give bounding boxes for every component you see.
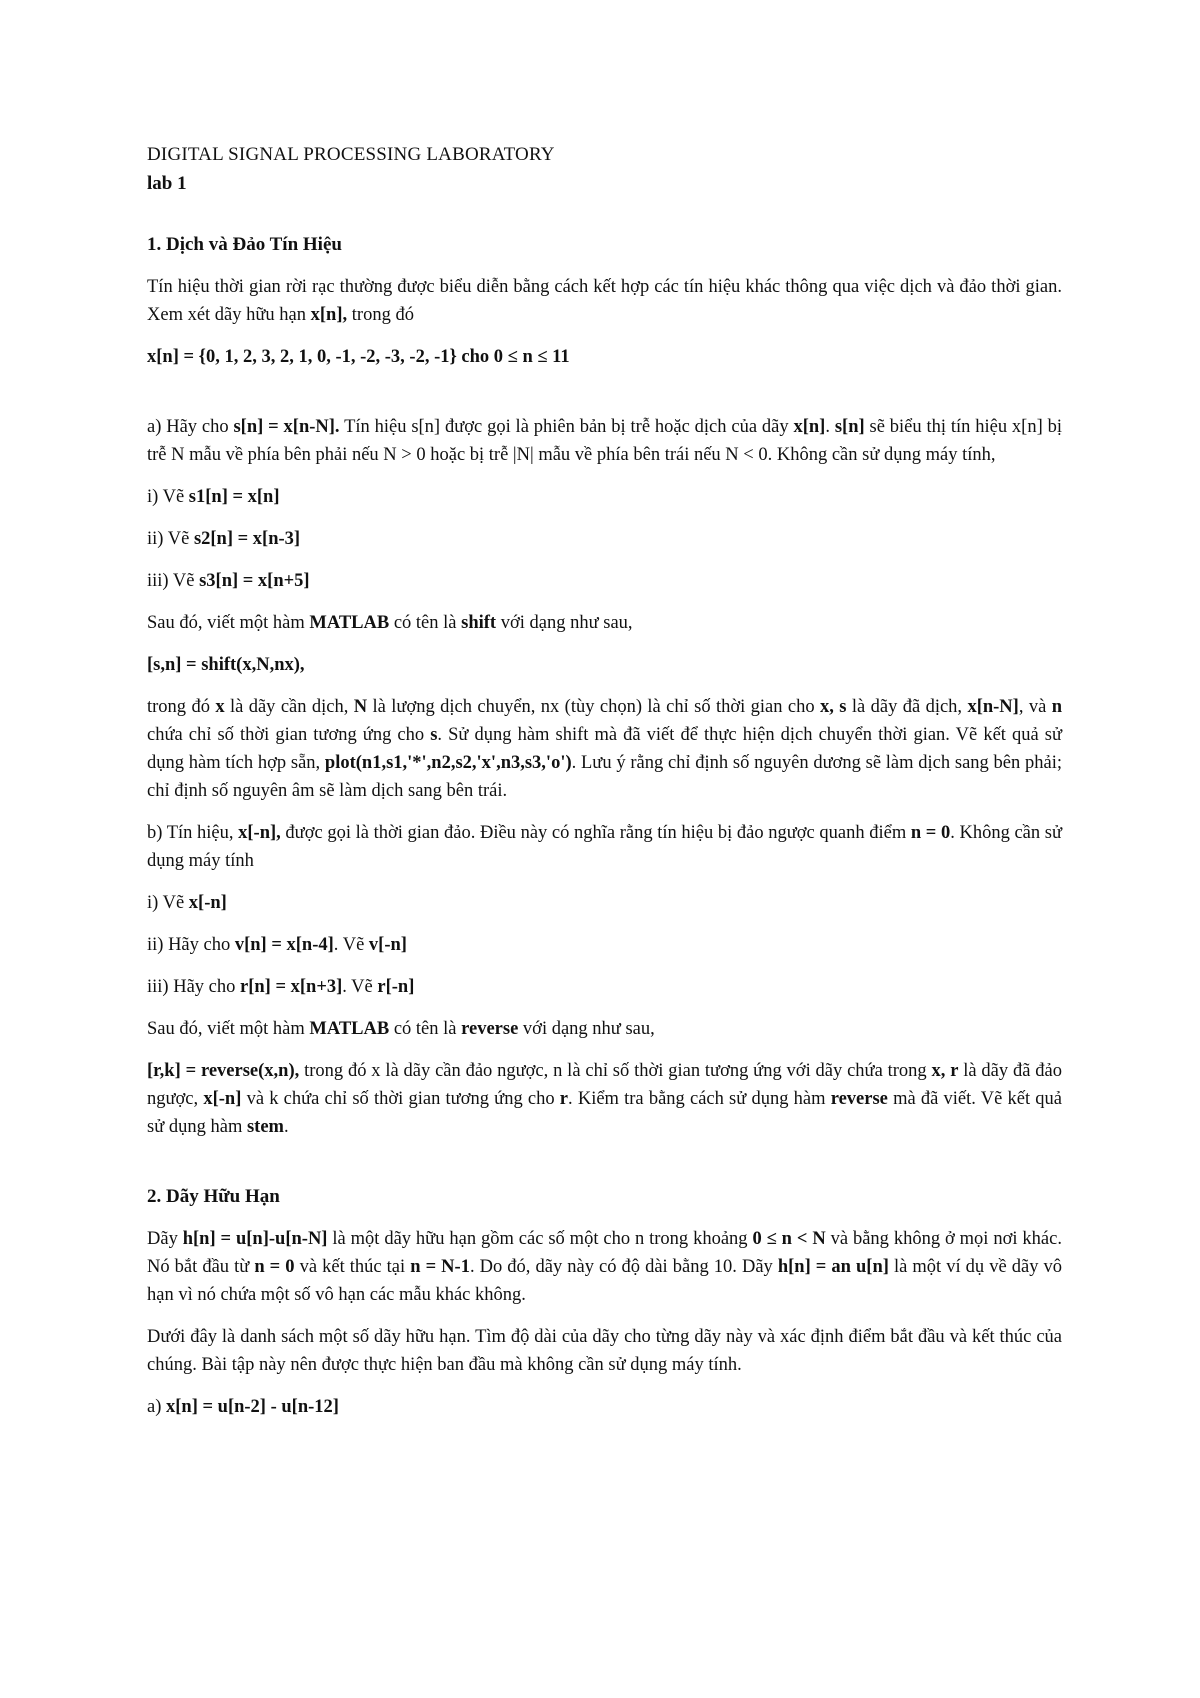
s1-b-item-i: i) Vẽ x[-n] [147, 893, 227, 913]
s2-paragraph-2: Dưới đây là danh sách một số dãy hữu hạn. Tìm độ dài của dãy cho từng dãy này và xác định điểm bắt đầu và kết thúc của chúng. Bài tập này nên được thực hiện ban đầu mà không cần sử dụng máy tính. [147, 1327, 1062, 1375]
s2-item-a: a) x[n] = u[n-2] - u[n-12] [147, 1397, 339, 1417]
document-page [147, 140, 1062, 1421]
s1-b-item-iii: iii) Hãy cho r[n] = x[n+3]. Vẽ r[-n] [147, 977, 415, 997]
reverse-description: [r,k] = reverse(x,n), trong đó x là dãy cần đảo ngược, n là chỉ số thời gian tương ứng với dãy chứa trong x, r là dãy đã đảo ngược, x[-n] và k chứa chỉ số thời gian tương ứng cho r. Kiểm tra bằng cách sử dụng hàm reverse mà đã viết. Vẽ kết quả sử dụng hàm stem. [147, 1061, 1062, 1137]
s1-intro-paragraph: Tín hiệu thời gian rời rạc thường được biểu diễn bằng cách kết hợp các tín hiệu khác thông qua việc dịch và đảo thời gian. Xem xét dãy hữu hạn x[n], trong đó [147, 277, 1062, 325]
s1-a-item-ii: ii) Vẽ s2[n] = x[n-3] [147, 529, 301, 549]
s1-part-b-paragraph: b) Tín hiệu, x[-n], được gọi là thời gian đảo. Điều này có nghĩa rằng tín hiệu bị đảo ngược quanh điểm n = 0. Không cần sử dụng máy tính [147, 823, 1062, 871]
doc-title: DIGITAL SIGNAL PROCESSING LABORATORY [147, 144, 555, 165]
s1-part-a-paragraph: a) Hãy cho s[n] = x[n-N]. Tín hiệu s[n] được gọi là phiên bản bị trễ hoặc dịch của dãy x[n]. s[n] sẽ biểu thị tín hiệu x[n] bị trễ N mẫu về phía bên phải nếu N > 0 hoặc bị trễ |N| mẫu về phía bên trái nếu N < 0. Không cần sử dụng máy tính, [147, 417, 1063, 465]
reverse-intro: Sau đó, viết một hàm MATLAB có tên là reverse với dạng như sau, [147, 1019, 655, 1039]
section-2-heading: 2. Dãy Hữu Hạn [147, 1186, 280, 1207]
s1-a-item-iii: iii) Vẽ s3[n] = x[n+5] [147, 571, 310, 591]
section-1-heading: 1. Dịch và Đảo Tín Hiệu [147, 234, 342, 255]
s2-paragraph-1: Dãy h[n] = u[n]-u[n-N] là một dãy hữu hạn gồm các số một cho n trong khoảng 0 ≤ n < N và bằng không ở mọi nơi khác. Nó bắt đầu từ n = 0 và kết thúc tại n = N-1. Do đó, dãy này có độ dài bằng 10. Dãy h[n] = an u[n] là một ví dụ về dãy vô hạn vì nó chứa một số vô hạn các mẫu khác không. [147, 1229, 1062, 1305]
s1-a-item-i: i) Vẽ s1[n] = x[n] [147, 487, 280, 507]
shift-intro: Sau đó, viết một hàm MATLAB có tên là shift với dạng như sau, [147, 613, 633, 633]
s1-b-item-ii: ii) Hãy cho v[n] = x[n-4]. Vẽ v[-n] [147, 935, 407, 955]
sequence-definition: x[n] = {0, 1, 2, 3, 2, 1, 0, -1, -2, -3, -2, -1} cho 0 ≤ n ≤ 11 [147, 347, 570, 367]
shift-description: trong đó x là dãy cần dịch, N là lượng dịch chuyển, nx (tùy chọn) là chỉ số thời gian cho x, s là dãy đã dịch, x[n-N], và n chứa chỉ số thời gian tương ứng cho s. Sử dụng hàm shift mà đã viết để thực hiện dịch chuyển thời gian. Vẽ kết quả sử dụng hàm tích hợp sẵn, plot(n1,s1,'*',n2,s2,'x',n3,s3,'o'). Lưu ý rằng chỉ định số nguyên dương sẽ làm dịch sang bên phải; chỉ định số nguyên âm sẽ làm dịch sang bên trái. [147, 697, 1062, 801]
doc-subtitle: lab 1 [147, 173, 187, 194]
shift-signature: [s,n] = shift(x,N,nx), [147, 655, 305, 675]
